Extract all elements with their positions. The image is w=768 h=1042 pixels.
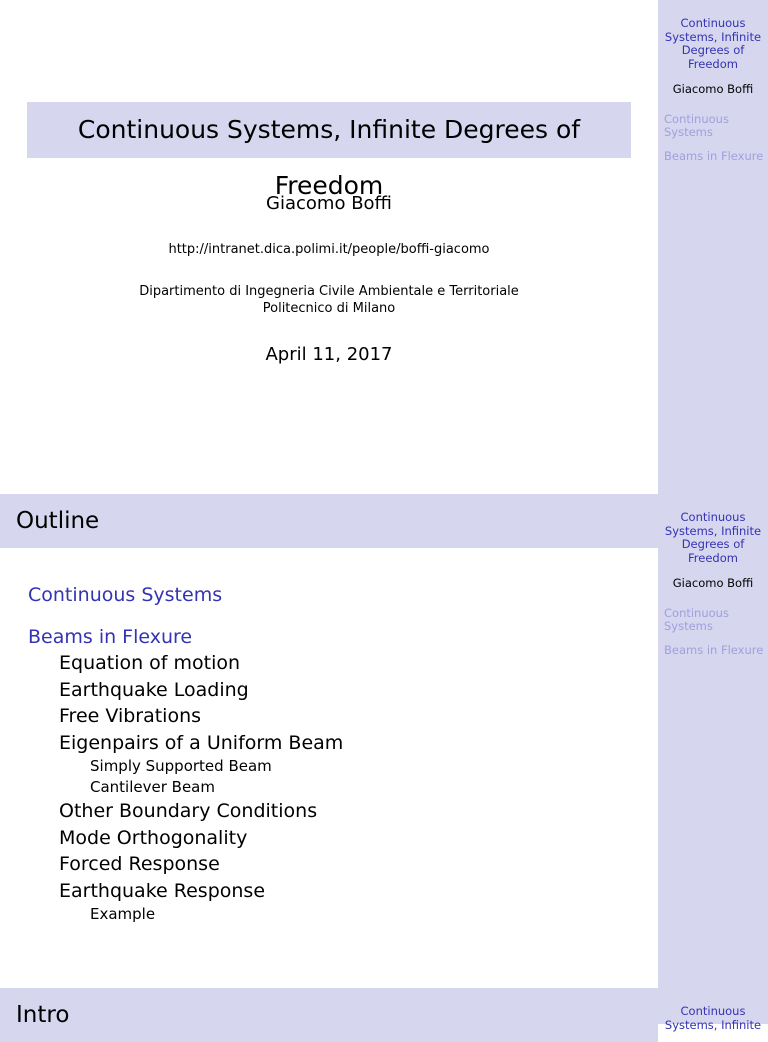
sidebar-item-beams-in-flexure[interactable]: Beams in Flexure bbox=[664, 148, 764, 163]
toc-section-beams-in-flexure[interactable]: Beams in Flexure bbox=[28, 626, 193, 648]
toc-subsection[interactable]: Earthquake Loading bbox=[59, 678, 249, 701]
table-of-contents bbox=[28, 584, 343, 925]
institution bbox=[0, 283, 658, 317]
toc-subsection[interactable]: Equation of motion bbox=[59, 652, 241, 674]
author-url[interactable]: http://intranet.dica.polimi.it/people/boffi-giacomo bbox=[168, 242, 490, 257]
sidebar-title[interactable]: Continuous Systems, Infinite bbox=[664, 1004, 762, 1032]
sidebar-item-beams-in-flexure[interactable]: Beams in Flexure bbox=[664, 642, 764, 657]
author-name: Giacomo Boffi bbox=[266, 193, 392, 214]
sidebar-author: Giacomo Boffi bbox=[672, 82, 754, 96]
outline-slide bbox=[0, 494, 768, 988]
intro-slide bbox=[0, 988, 768, 1032]
sidebar-nav bbox=[658, 113, 768, 164]
sidebar-item-continuous-systems[interactable]: Continuous Systems bbox=[664, 605, 729, 633]
sidebar bbox=[658, 0, 768, 494]
toc-subsection[interactable]: Other Boundary Conditions bbox=[59, 800, 318, 822]
institution-university: Politecnico di Milano bbox=[262, 301, 396, 316]
frame-title-bar bbox=[0, 988, 658, 1042]
frame-title: Intro bbox=[16, 1002, 70, 1028]
slide-main bbox=[0, 0, 658, 494]
presentation-title: Continuous Systems, Infinite Degrees of Freedom bbox=[27, 102, 631, 158]
toc-subsection[interactable]: Earthquake Response bbox=[59, 879, 266, 902]
sidebar-item-continuous-systems[interactable]: Continuous Systems bbox=[664, 111, 729, 139]
toc-subsubsection[interactable]: Example bbox=[90, 905, 156, 923]
slide-main bbox=[0, 988, 658, 1028]
slide-main bbox=[0, 494, 658, 988]
sidebar bbox=[658, 988, 768, 1032]
sidebar-nav bbox=[658, 607, 768, 658]
presentation-date: April 11, 2017 bbox=[265, 344, 393, 365]
toc-subsubsection[interactable]: Cantilever Beam bbox=[90, 778, 215, 796]
frame-title: Outline bbox=[16, 508, 100, 534]
toc-subsubsection[interactable]: Simply Supported Beam bbox=[90, 757, 272, 775]
sidebar-title[interactable]: Continuous Systems, Infinite Degrees of Freedom bbox=[664, 510, 762, 565]
sidebar-title[interactable]: Continuous Systems, Infinite Degrees of Freedom bbox=[664, 16, 762, 71]
institution-department: Dipartimento di Ingegneria Civile Ambientale e Territoriale bbox=[139, 284, 519, 299]
toc-subsection[interactable]: Free Vibrations bbox=[59, 705, 202, 727]
frame-title-bar bbox=[0, 494, 658, 548]
toc-subsection[interactable]: Eigenpairs of a Uniform Beam bbox=[59, 731, 344, 754]
toc-section-continuous-systems[interactable]: Continuous Systems bbox=[28, 584, 223, 606]
sidebar bbox=[658, 494, 768, 988]
title-slide bbox=[0, 0, 768, 494]
toc-subsection[interactable]: Mode Orthogonality bbox=[59, 826, 248, 849]
toc-subsection[interactable]: Forced Response bbox=[59, 853, 220, 875]
sidebar-author: Giacomo Boffi bbox=[672, 576, 754, 590]
